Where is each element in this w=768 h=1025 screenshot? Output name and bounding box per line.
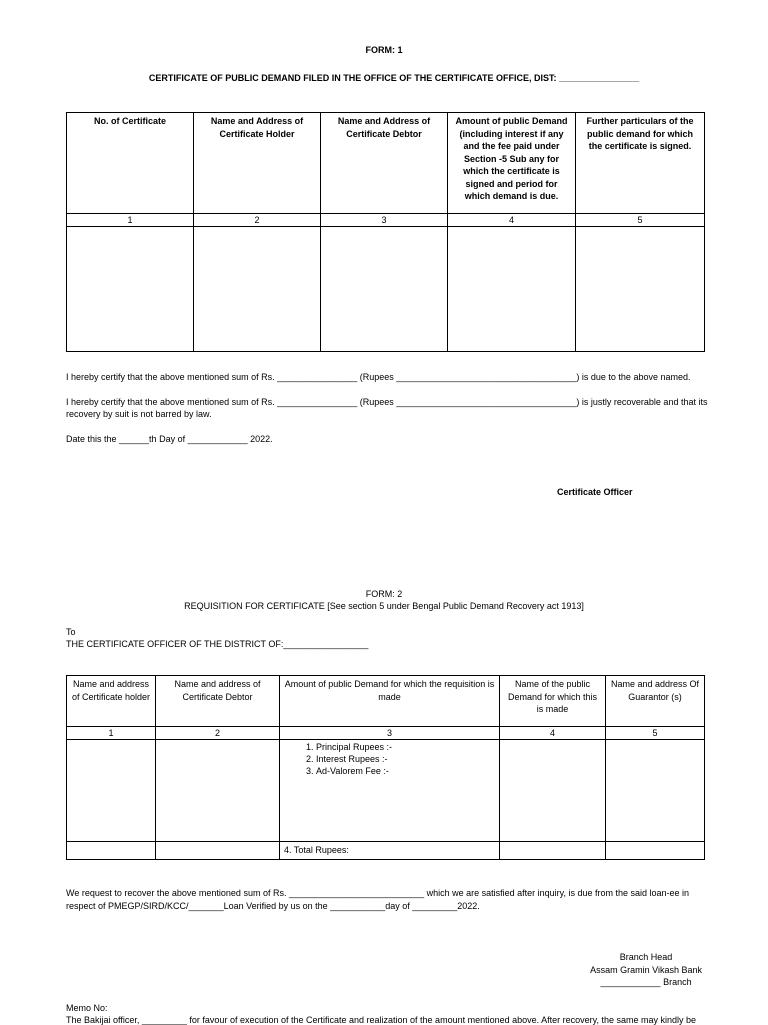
form1-heading: FORM: 1 [365,45,403,55]
form1-entry-cell-4[interactable] [448,227,576,352]
form1-entry-row [67,227,705,352]
form1-col-header-2: Name and Address of Certificate Holder [194,113,321,214]
form1-header-row [67,113,705,214]
form1-certify-line-1: I hereby certify that the above mentioned sum of Rs. ________________ (Rupees ____________________________________) is due to the above named. [66,372,691,382]
form2-header-row [67,676,705,727]
amount-item-principal: 1. Principal Rupees :- [316,741,495,753]
form2-heading: FORM: 2 [365,589,403,599]
form2-col-header-4: Name of the public Demand for which this is made [500,676,606,727]
form2-total-cell-1[interactable] [67,842,156,860]
form1-col-header-4: Amount of public Demand (including interest if any and the fee paid under Section -5 Sub any for which the certificate is signed and period for which demand is due. [448,113,576,214]
form2-col-header-1: Name and address of Certificate holder [67,676,156,727]
form2-request-line-2: respect of PMEGP/SIRD/KCC/_______Loan Verified by us on the ___________day of _________2022. [66,901,480,911]
form1-col-number-4: 4 [448,214,576,227]
form2-entry-cell-2[interactable] [156,740,280,842]
form2-total-cell-2[interactable] [156,842,280,860]
form2-col-header-2: Name and address of Certificate Debtor [156,676,280,727]
form2-col-number-4: 4 [500,727,606,740]
form2-total-cell-4[interactable] [500,842,606,860]
form1-certify-line-2b: recovery by suit is not barred by law. [66,409,212,419]
branch-name-blank: ____________ Branch [600,977,692,987]
form2-addressee: THE CERTIFICATE OFFICER OF THE DISTRICT OF:_________________ [66,639,369,649]
form1-col-header-1: No. of Certificate [67,113,194,214]
form1-col-number-2: 2 [194,214,321,227]
form1-title: CERTIFICATE OF PUBLIC DEMAND FILED IN THE OFFICE OF THE CERTIFICATE OFFICE, DIST: ________________ [148,73,640,83]
form2-title: REQUISITION FOR CERTIFICATE [See section 5 under Bengal Public Demand Recovery act 1913] [184,601,584,611]
form2-col-number-3: 3 [280,727,500,740]
amount-item-interest: 2. Interest Rupees :- [316,753,495,765]
form1-col-number-3: 3 [321,214,448,227]
form1-date-line: Date this the ______th Day of ____________ 2022. [66,434,273,444]
form2-col-header-5: Name and address Of Guarantor (s) [606,676,705,727]
form2-col-number-5: 5 [606,727,705,740]
form2-total-cell-5[interactable] [606,842,705,860]
form1-entry-cell-3[interactable] [321,227,448,352]
branch-head-title: Branch Head [619,952,673,962]
amount-item-ad-valorem: 3. Ad-Valorem Fee :- [316,765,495,777]
form2-entry-row [67,740,705,842]
form2-total-row [67,842,705,860]
form2-number-row [67,727,705,740]
form1-entry-cell-2[interactable] [194,227,321,352]
form2-col-header-3: Amount of public Demand for which the requisition is made [280,676,500,727]
form1-certify-line-2a: I hereby certify that the above mentioned sum of Rs. ________________ (Rupees ____________________________________) is justly recoverable and that its [66,397,708,407]
form2-col-number-2: 2 [156,727,280,740]
memo-no-label: Memo No: [66,1003,108,1013]
form2-amount-cell[interactable] [280,740,500,842]
form1-col-number-5: 5 [576,214,705,227]
form1-col-number-1: 1 [67,214,194,227]
form1-entry-cell-5[interactable] [576,227,705,352]
form1-entry-cell-1[interactable] [67,227,194,352]
form2-entry-cell-1[interactable] [67,740,156,842]
form2-entry-cell-5[interactable] [606,740,705,842]
form2-entry-cell-4[interactable] [500,740,606,842]
memo-text: The Bakijai officer, _________ for favour of execution of the Certificate and realization of the amount mentioned above. After recovery, the same may kindly be [66,1015,697,1025]
form1-col-header-3: Name and Address of Certificate Debtor [321,113,448,214]
form1-table [66,112,705,352]
form2-col-number-1: 1 [67,727,156,740]
form2-request-line-1: We request to recover the above mentioned sum of Rs. ___________________________ which we are satisfied after inquiry, is due from the said loan-ee in [66,888,690,898]
signature-block [590,951,702,989]
form2-to-label: To [66,627,76,637]
amount-items-list [284,741,495,777]
bank-name: Assam Gramin Vikash Bank [590,964,702,975]
form2-total-label: 4. Total Rupees: [280,842,500,860]
certificate-officer-signatory: Certificate Officer [557,487,633,497]
form1-number-row [67,214,705,227]
form2-table [66,675,705,860]
form1-col-header-5: Further particulars of the public demand for which the certificate is signed. [576,113,705,214]
